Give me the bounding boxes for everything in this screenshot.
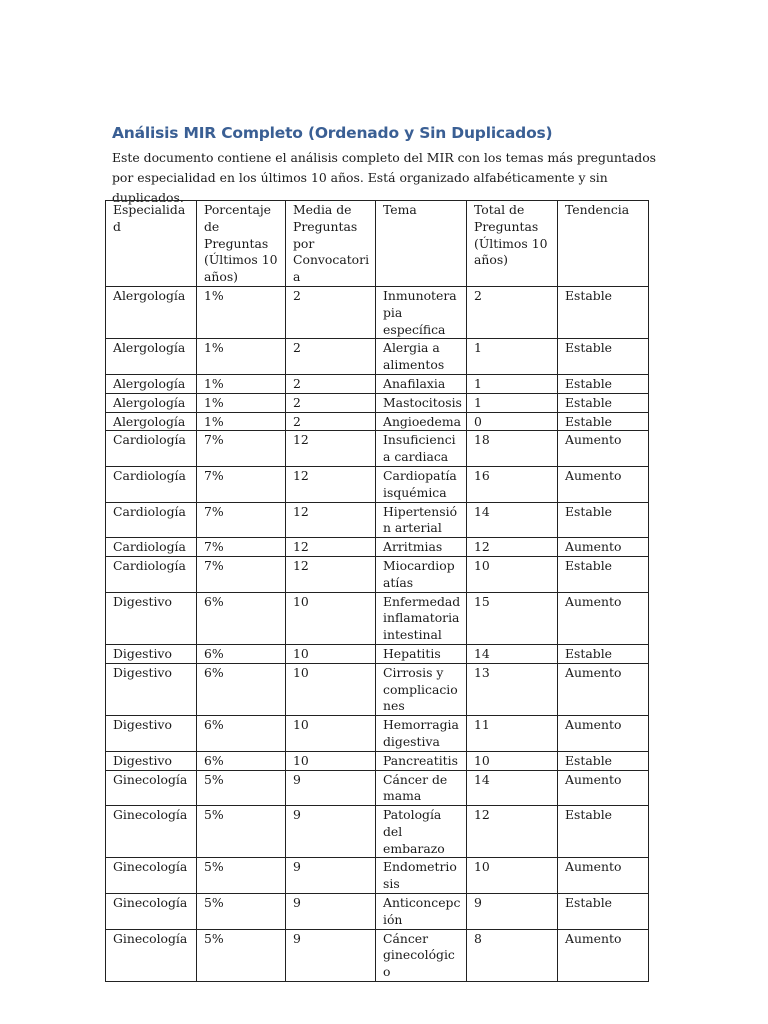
cell-especialidad: Digestivo: [106, 716, 197, 752]
header-porcentaje: Porcentaje de Preguntas (Últimos 10 años): [197, 201, 286, 287]
cell-total: 15: [467, 592, 558, 644]
cell-tendencia: Aumento: [558, 716, 649, 752]
cell-media: 2: [286, 339, 376, 375]
table-row: [106, 412, 649, 431]
table-row: [106, 538, 649, 557]
cell-tema: Pancreatitis: [376, 751, 467, 770]
cell-porcentaje: 7%: [197, 431, 286, 467]
cell-media: 12: [286, 431, 376, 467]
table-row: [106, 431, 649, 467]
cell-tendencia: Estable: [558, 374, 649, 393]
cell-especialidad: Alergología: [106, 339, 197, 375]
cell-media: 10: [286, 663, 376, 715]
cell-total: 1: [467, 393, 558, 412]
cell-total: 1: [467, 339, 558, 375]
cell-tema: Arritmias: [376, 538, 467, 557]
cell-porcentaje: 7%: [197, 466, 286, 502]
table-row: [106, 894, 649, 930]
cell-media: 9: [286, 894, 376, 930]
cell-porcentaje: 5%: [197, 894, 286, 930]
table-row: [106, 806, 649, 858]
cell-total: 2: [467, 286, 558, 338]
cell-porcentaje: 1%: [197, 339, 286, 375]
cell-media: 10: [286, 644, 376, 663]
intro-paragraph: Este documento contiene el análisis completo del MIR con los temas más preguntados por especialidad en los últimos 10 años. Está organizado alfabéticamente y sin duplicados.: [112, 150, 657, 205]
cell-especialidad: Cardiología: [106, 556, 197, 592]
table-row: [106, 466, 649, 502]
document-title: Análisis MIR Completo (Ordenado y Sin Duplicados): [112, 124, 553, 142]
cell-tema: Cáncer de mama: [376, 770, 467, 806]
cell-media: 10: [286, 592, 376, 644]
cell-tema: Cirrosis y complicaciones: [376, 663, 467, 715]
cell-total: 13: [467, 663, 558, 715]
cell-especialidad: Digestivo: [106, 592, 197, 644]
header-total: Total de Preguntas (Últimos 10 años): [467, 201, 558, 287]
table-row: [106, 770, 649, 806]
table-row: [106, 663, 649, 715]
cell-tendencia: Estable: [558, 751, 649, 770]
table-row: [106, 592, 649, 644]
cell-total: 10: [467, 556, 558, 592]
cell-tema: Angioedema: [376, 412, 467, 431]
cell-especialidad: Digestivo: [106, 644, 197, 663]
cell-media: 12: [286, 502, 376, 538]
cell-tendencia: Estable: [558, 393, 649, 412]
cell-media: 9: [286, 806, 376, 858]
header-tendencia: Tendencia: [558, 201, 649, 287]
cell-media: 9: [286, 929, 376, 981]
cell-tendencia: Estable: [558, 286, 649, 338]
cell-tendencia: Aumento: [558, 538, 649, 557]
cell-total: 18: [467, 431, 558, 467]
cell-especialidad: Ginecología: [106, 894, 197, 930]
cell-media: 2: [286, 393, 376, 412]
cell-tendencia: Aumento: [558, 431, 649, 467]
cell-media: 12: [286, 538, 376, 557]
cell-porcentaje: 6%: [197, 592, 286, 644]
cell-tema: Hipertensión arterial: [376, 502, 467, 538]
cell-tema: Endometriosis: [376, 858, 467, 894]
cell-total: 12: [467, 538, 558, 557]
cell-media: 2: [286, 374, 376, 393]
cell-total: 11: [467, 716, 558, 752]
cell-tema: Enfermedad inflamatoria intestinal: [376, 592, 467, 644]
cell-especialidad: Ginecología: [106, 770, 197, 806]
mir-analysis-table: [105, 200, 649, 982]
cell-tendencia: Estable: [558, 806, 649, 858]
cell-especialidad: Cardiología: [106, 538, 197, 557]
header-media: Media de Preguntas por Convocatoria: [286, 201, 376, 287]
cell-porcentaje: 1%: [197, 393, 286, 412]
cell-media: 2: [286, 412, 376, 431]
table-row: [106, 858, 649, 894]
table-header-row: [106, 201, 649, 287]
cell-tema: Anafilaxia: [376, 374, 467, 393]
cell-tendencia: Aumento: [558, 592, 649, 644]
table-row: [106, 556, 649, 592]
table-row: [106, 644, 649, 663]
cell-total: 14: [467, 502, 558, 538]
cell-tema: Miocardiopatías: [376, 556, 467, 592]
cell-especialidad: Alergología: [106, 393, 197, 412]
cell-porcentaje: 1%: [197, 412, 286, 431]
table-row: [106, 716, 649, 752]
cell-porcentaje: 1%: [197, 286, 286, 338]
cell-media: 10: [286, 716, 376, 752]
cell-total: 1: [467, 374, 558, 393]
cell-porcentaje: 6%: [197, 644, 286, 663]
cell-total: 8: [467, 929, 558, 981]
cell-media: 9: [286, 858, 376, 894]
cell-total: 12: [467, 806, 558, 858]
cell-total: 14: [467, 770, 558, 806]
cell-total: 14: [467, 644, 558, 663]
table-row: [106, 339, 649, 375]
cell-especialidad: Alergología: [106, 374, 197, 393]
cell-media: 10: [286, 751, 376, 770]
cell-tema: Inmunoterapia específica: [376, 286, 467, 338]
table-row: [106, 751, 649, 770]
cell-especialidad: Digestivo: [106, 663, 197, 715]
cell-porcentaje: 5%: [197, 806, 286, 858]
cell-tendencia: Aumento: [558, 663, 649, 715]
cell-tema: Mastocitosis: [376, 393, 467, 412]
cell-especialidad: Alergología: [106, 412, 197, 431]
cell-total: 9: [467, 894, 558, 930]
cell-tema: Anticoncepción: [376, 894, 467, 930]
cell-media: 12: [286, 466, 376, 502]
cell-especialidad: Ginecología: [106, 929, 197, 981]
cell-especialidad: Digestivo: [106, 751, 197, 770]
cell-porcentaje: 7%: [197, 502, 286, 538]
table-row: [106, 393, 649, 412]
table-row: [106, 929, 649, 981]
cell-porcentaje: 6%: [197, 751, 286, 770]
cell-total: 0: [467, 412, 558, 431]
cell-porcentaje: 5%: [197, 770, 286, 806]
table-row: [106, 286, 649, 338]
cell-tendencia: Estable: [558, 894, 649, 930]
cell-tema: Hemorragia digestiva: [376, 716, 467, 752]
cell-tendencia: Aumento: [558, 929, 649, 981]
cell-especialidad: Ginecología: [106, 858, 197, 894]
cell-tema: Alergia a alimentos: [376, 339, 467, 375]
cell-tendencia: Estable: [558, 502, 649, 538]
cell-media: 2: [286, 286, 376, 338]
cell-porcentaje: 7%: [197, 538, 286, 557]
cell-tema: Patología del embarazo: [376, 806, 467, 858]
header-tema: Tema: [376, 201, 467, 287]
cell-porcentaje: 1%: [197, 374, 286, 393]
cell-porcentaje: 6%: [197, 716, 286, 752]
cell-tendencia: Aumento: [558, 770, 649, 806]
cell-especialidad: Cardiología: [106, 502, 197, 538]
cell-tema: Hepatitis: [376, 644, 467, 663]
cell-total: 16: [467, 466, 558, 502]
cell-tendencia: Estable: [558, 644, 649, 663]
header-especialidad: Especialidad: [106, 201, 197, 287]
cell-especialidad: Ginecología: [106, 806, 197, 858]
cell-media: 12: [286, 556, 376, 592]
cell-tema: Insuficiencia cardiaca: [376, 431, 467, 467]
cell-especialidad: Alergología: [106, 286, 197, 338]
cell-tendencia: Aumento: [558, 858, 649, 894]
cell-porcentaje: 5%: [197, 858, 286, 894]
table-row: [106, 502, 649, 538]
cell-tendencia: Aumento: [558, 466, 649, 502]
cell-media: 9: [286, 770, 376, 806]
cell-porcentaje: 7%: [197, 556, 286, 592]
table-row: [106, 374, 649, 393]
cell-total: 10: [467, 858, 558, 894]
cell-total: 10: [467, 751, 558, 770]
cell-porcentaje: 5%: [197, 929, 286, 981]
cell-tendencia: Estable: [558, 339, 649, 375]
cell-especialidad: Cardiología: [106, 431, 197, 467]
cell-especialidad: Cardiología: [106, 466, 197, 502]
cell-tendencia: Estable: [558, 412, 649, 431]
cell-tema: Cardiopatía isquémica: [376, 466, 467, 502]
cell-tendencia: Estable: [558, 556, 649, 592]
cell-porcentaje: 6%: [197, 663, 286, 715]
cell-tema: Cáncer ginecológico: [376, 929, 467, 981]
